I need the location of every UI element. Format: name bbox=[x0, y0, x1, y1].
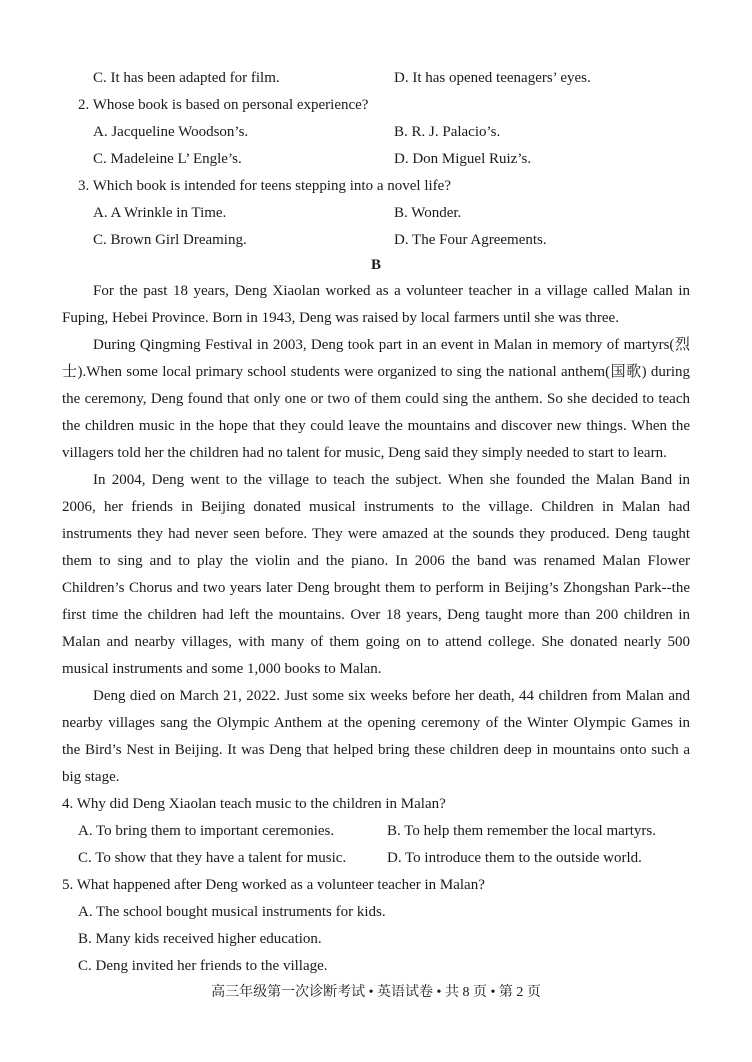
passage-line: Malan and nearby villages, with many of them going on to attend college. She donated nearly 500 bbox=[62, 634, 690, 650]
q5-option-a: A. The school bought musical instruments for kids. bbox=[78, 904, 386, 920]
passage-line: musical instruments and some 1,000 books to Malan. bbox=[62, 661, 382, 677]
q5-option-b: B. Many kids received higher education. bbox=[78, 931, 322, 947]
passage-line: instruments they had never seen before. They were amazed at the sounds they produced. Deng taught bbox=[62, 526, 690, 542]
q2-option-d: D. Don Miguel Ruiz’s. bbox=[394, 151, 532, 167]
passage-line: villagers told her the children had no talent for music, Deng said they simply needed to start to learn. bbox=[62, 445, 667, 461]
q2-stem: 2. Whose book is based on personal experience? bbox=[78, 97, 369, 113]
q1-option-c: C. It has been adapted for film. bbox=[93, 70, 280, 86]
q2-option-c: C. Madeleine L’ Engle’s. bbox=[93, 151, 242, 167]
q3-stem: 3. Which book is intended for teens stepping into a novel life? bbox=[78, 178, 451, 194]
page-footer: 高三年级第一次诊断考试 • 英语试卷 • 共 8 页 • 第 2 页 bbox=[211, 985, 541, 1000]
q5-stem: 5. What happened after Deng worked as a volunteer teacher in Malan? bbox=[62, 877, 485, 893]
section-b-heading: B bbox=[370, 257, 381, 273]
passage-line: big stage. bbox=[62, 769, 120, 785]
passage-line: Fuping, Hebei Province. Born in 1943, Deng was raised by local farmers until she was three. bbox=[62, 310, 619, 326]
q2-option-a: A. Jacqueline Woodson’s. bbox=[93, 124, 249, 140]
passage-line: In 2004, Deng went to the village to teach the subject. When she founded the Malan Band in bbox=[93, 472, 690, 488]
q3-option-a: A. A Wrinkle in Time. bbox=[93, 205, 227, 221]
q4-option-b: B. To help them remember the local martyrs. bbox=[387, 823, 657, 839]
q5-option-c: C. Deng invited her friends to the village. bbox=[78, 958, 328, 974]
passage-line: Deng died on March 21, 2022. Just some six weeks before her death, 44 children from Malan and bbox=[93, 688, 690, 704]
passage-line: 士).When some local primary school students were organized to sing the national anthem(国歌) during bbox=[62, 364, 690, 380]
q3-option-c: C. Brown Girl Dreaming. bbox=[93, 232, 247, 248]
passage-line: During Qingming Festival in 2003, Deng took part in an event in Malan in memory of martyrs(烈 bbox=[93, 337, 690, 353]
q4-option-d: D. To introduce them to the outside world. bbox=[387, 850, 642, 866]
q4-stem: 4. Why did Deng Xiaolan teach music to the children in Malan? bbox=[62, 796, 446, 812]
q4-option-a: A. To bring them to important ceremonies. bbox=[78, 823, 335, 839]
q3-option-b: B. Wonder. bbox=[394, 205, 462, 221]
passage-line: first time the children had left the mountains. Over 18 years, Deng taught more than 200 children in bbox=[62, 607, 690, 623]
q2-option-b: B. R. J. Palacio’s. bbox=[394, 124, 501, 140]
q3-option-d: D. The Four Agreements. bbox=[394, 232, 547, 248]
passage-line: Children’s Chorus and two years later Deng brought them to perform in Beijing’s Zhongshan Park--the bbox=[62, 580, 690, 596]
passage-line: nearby villages sang the Olympic Anthem at the opening ceremony of the Winter Olympic Games in bbox=[62, 715, 690, 731]
passage-line: 2006, her friends in Beijing donated musical instruments to the village. Children in Malan had bbox=[62, 499, 690, 515]
passage-line: the children music in the hope that they could leave the mountains and discover new things. When the bbox=[62, 418, 690, 434]
passage-line: the ceremony, Deng found that only one or two of them could sing the anthem. So she decided to teach bbox=[62, 391, 690, 407]
passage-line: For the past 18 years, Deng Xiaolan worked as a volunteer teacher in a village called Malan in bbox=[93, 283, 690, 299]
q4-option-c: C. To show that they have a talent for music. bbox=[78, 850, 347, 866]
passage-line: them to sing and to play the violin and the piano. In 2006 the band was renamed Malan Flower bbox=[62, 553, 690, 569]
passage-line: the Bird’s Nest in Beijing. It was Deng that helped bring these children deep in mountains onto such a bbox=[62, 742, 690, 758]
q1-option-d: D. It has opened teenagers’ eyes. bbox=[394, 70, 591, 86]
